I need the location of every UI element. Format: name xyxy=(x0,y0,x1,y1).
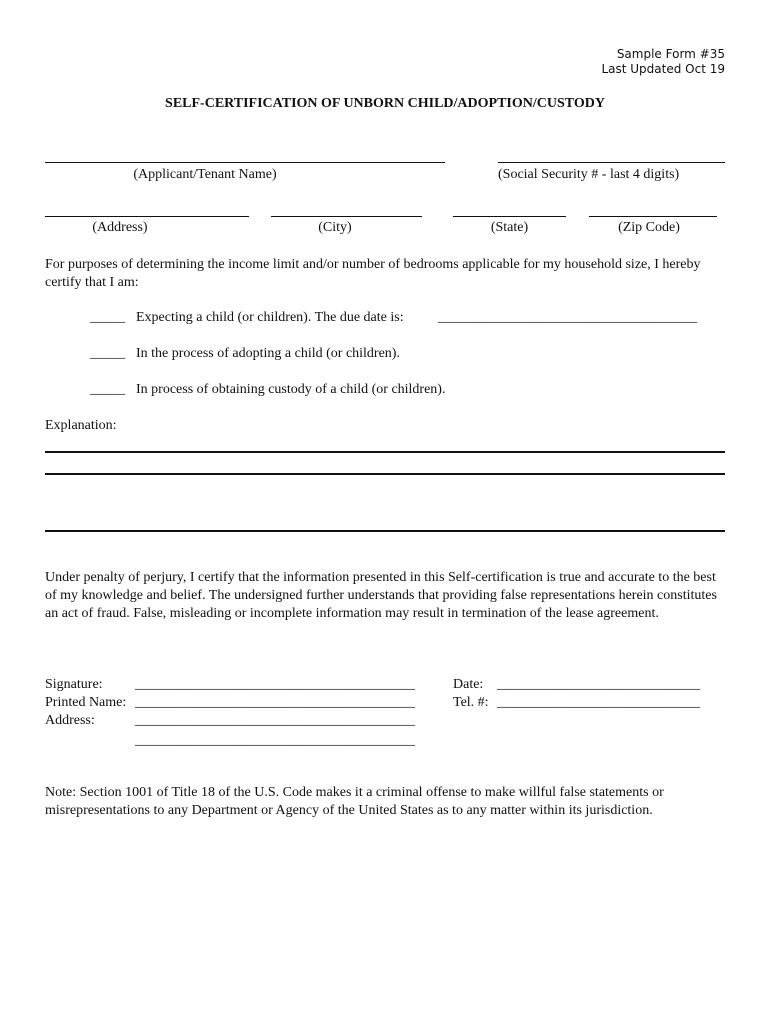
adopting-checkbox[interactable]: _____ xyxy=(90,346,125,361)
printed-name-label: Printed Name: xyxy=(45,695,127,710)
last-updated: Last Updated Oct 19 xyxy=(601,62,725,76)
explanation-line[interactable] xyxy=(45,473,725,475)
signature-label: Signature: xyxy=(45,677,103,692)
printed-name-field[interactable]: ________________________________________ xyxy=(135,695,415,710)
explanation-line[interactable] xyxy=(45,451,725,453)
date-field[interactable]: _____________________________ xyxy=(497,677,700,692)
address-line-1-field[interactable]: ________________________________________ xyxy=(135,713,415,728)
address-label: Address: xyxy=(45,713,95,728)
custody-label: In process of obtaining custody of a child (or children). xyxy=(136,382,446,397)
custody-checkbox[interactable]: _____ xyxy=(90,382,125,397)
address-caption: (Address) xyxy=(92,220,148,235)
perjury-statement: Under penalty of perjury, I certify that the information presented in this Self-certification is true and accurate to the best of my knowledge and belief. The undersigned further understands that providing false representations herein constitutes an act of fraud. False, misleading or incomplete information may result in termination of the lease agreement. xyxy=(45,570,717,621)
expecting-checkbox[interactable]: _____ xyxy=(90,310,125,325)
tel-field[interactable]: _____________________________ xyxy=(497,695,700,710)
adopting-label: In the process of adopting a child (or children). xyxy=(136,346,400,361)
form-number: Sample Form #35 xyxy=(616,47,725,61)
ssn-caption: (Social Security # - last 4 digits) xyxy=(498,167,680,182)
state-caption: (State) xyxy=(490,220,529,235)
city-caption: (City) xyxy=(318,220,352,235)
ssn-field[interactable] xyxy=(498,162,725,163)
explanation-label: Explanation: xyxy=(45,418,117,433)
expecting-label: Expecting a child (or children). The due date is: xyxy=(136,310,404,325)
applicant-name-field[interactable] xyxy=(45,162,445,163)
signature-field[interactable]: ________________________________________ xyxy=(135,677,415,692)
intro-paragraph: For purposes of determining the income limit and/or number of bedrooms applicable for my household size, I hereby certify that I am: xyxy=(45,257,701,290)
address-line-2-field[interactable]: ________________________________________ xyxy=(135,733,415,748)
tel-label: Tel. #: xyxy=(453,695,489,710)
form-meta xyxy=(601,47,725,77)
city-field[interactable] xyxy=(271,216,422,217)
legal-note: Note: Section 1001 of Title 18 of the U.S. Code makes it a criminal offense to make willful false statements or misrepresentations to any Department or Agency of the United States as to any matter within its jurisdiction. xyxy=(45,785,664,818)
address-field[interactable] xyxy=(45,216,249,217)
zip-field[interactable] xyxy=(589,216,717,217)
zip-caption: (Zip Code) xyxy=(618,220,680,235)
state-field[interactable] xyxy=(453,216,566,217)
explanation-line[interactable] xyxy=(45,530,725,532)
page-title: SELF-CERTIFICATION OF UNBORN CHILD/ADOPTION/CUSTODY xyxy=(165,96,605,111)
applicant-name-caption: (Applicant/Tenant Name) xyxy=(133,167,277,182)
due-date-field[interactable]: _____________________________________ xyxy=(438,310,697,325)
date-label: Date: xyxy=(453,677,484,692)
